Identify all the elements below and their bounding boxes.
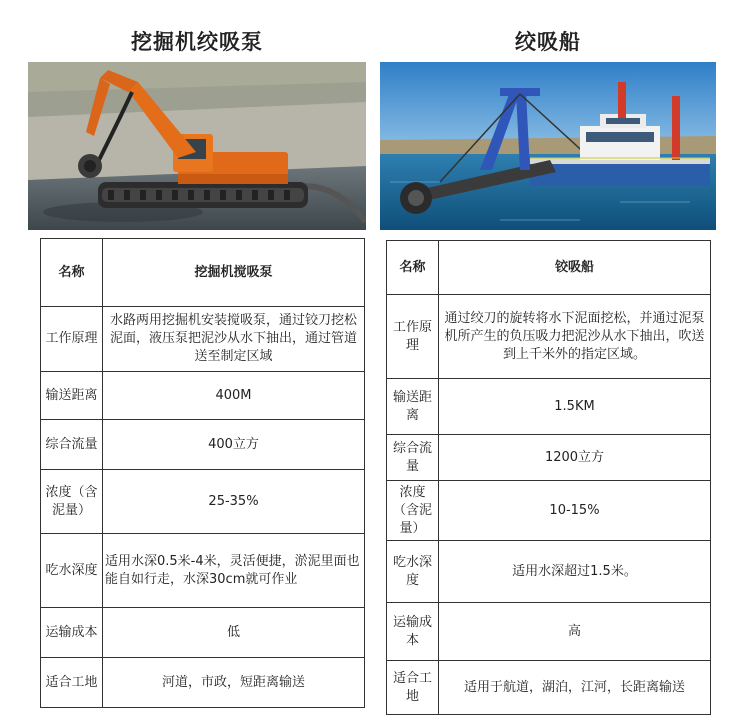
table-row <box>41 534 365 608</box>
right-row-value: 1.5KM <box>439 379 711 435</box>
table-row <box>387 379 711 435</box>
right-row-label: 吃水深度 <box>387 541 439 603</box>
right-row-label: 适合工地 <box>387 661 439 715</box>
table-row <box>41 470 365 534</box>
right-row-label: 工作原理 <box>387 295 439 379</box>
left-row-label: 综合流量 <box>41 420 103 470</box>
left-row-value: 低 <box>103 608 365 658</box>
right-row-label: 运输成本 <box>387 603 439 661</box>
right-row-value: 高 <box>439 603 711 661</box>
left-row-label: 浓度（含泥量） <box>41 470 103 534</box>
right-spec-table <box>386 240 711 715</box>
excavator-photo-illustration <box>28 62 366 230</box>
left-title: 挖掘机绞吸泵 <box>131 30 263 54</box>
right-row-label: 浓度（含泥量） <box>387 481 439 541</box>
table-row <box>387 435 711 481</box>
table-row <box>387 661 711 715</box>
table-row <box>41 239 365 307</box>
right-row-value: 适用水深超过1.5米。 <box>439 541 711 603</box>
left-row-value: 水路两用挖掘机安装搅吸泵，通过铰刀挖松泥面，液压泵把泥沙从水下抽出，通过管道送至制定区域 <box>103 307 365 372</box>
right-row-value: 通过绞刀的旋转将水下泥面挖松，并通过泥泵机所产生的负压吸力把泥沙从水下抽出，吹送到上千米外的指定区域。 <box>439 295 711 379</box>
right-row-value: 1200立方 <box>439 435 711 481</box>
left-row-value: 25-35% <box>103 470 365 534</box>
left-row-label: 工作原理 <box>41 307 103 372</box>
left-row-label: 输送距离 <box>41 372 103 420</box>
cutter-suction-dredger-photo <box>380 62 716 230</box>
right-row-label: 综合流量 <box>387 435 439 481</box>
left-row-value: 河道，市政，短距离输送 <box>103 658 365 708</box>
left-row-value: 适用水深0.5米-4米，灵活便捷，淤泥里面也能自如行走，水深30cm就可作业 <box>103 534 365 608</box>
table-row <box>41 420 365 470</box>
left-row-label: 适合工地 <box>41 658 103 708</box>
right-row-value: 适用于航道，湖泊，江河，长距离输送 <box>439 661 711 715</box>
right-title: 绞吸船 <box>515 30 581 54</box>
excavator-dredge-pump-photo <box>28 62 366 230</box>
left-row-value: 400立方 <box>103 420 365 470</box>
table-row <box>387 241 711 295</box>
left-head-label: 名称 <box>41 239 103 307</box>
left-row-value: 400M <box>103 372 365 420</box>
table-row <box>41 608 365 658</box>
left-spec-table <box>40 238 365 708</box>
right-head-label: 名称 <box>387 241 439 295</box>
table-row <box>387 541 711 603</box>
left-row-label: 吃水深度 <box>41 534 103 608</box>
left-head-value: 挖掘机搅吸泵 <box>103 239 365 307</box>
table-row <box>387 295 711 379</box>
right-row-label: 输送距离 <box>387 379 439 435</box>
dredger-photo-illustration <box>380 62 716 230</box>
right-head-value: 铰吸船 <box>439 241 711 295</box>
table-row <box>41 658 365 708</box>
left-row-label: 运输成本 <box>41 608 103 658</box>
table-row <box>387 603 711 661</box>
table-row <box>41 307 365 372</box>
right-row-value: 10-15% <box>439 481 711 541</box>
table-row <box>41 372 365 420</box>
table-row <box>387 481 711 541</box>
